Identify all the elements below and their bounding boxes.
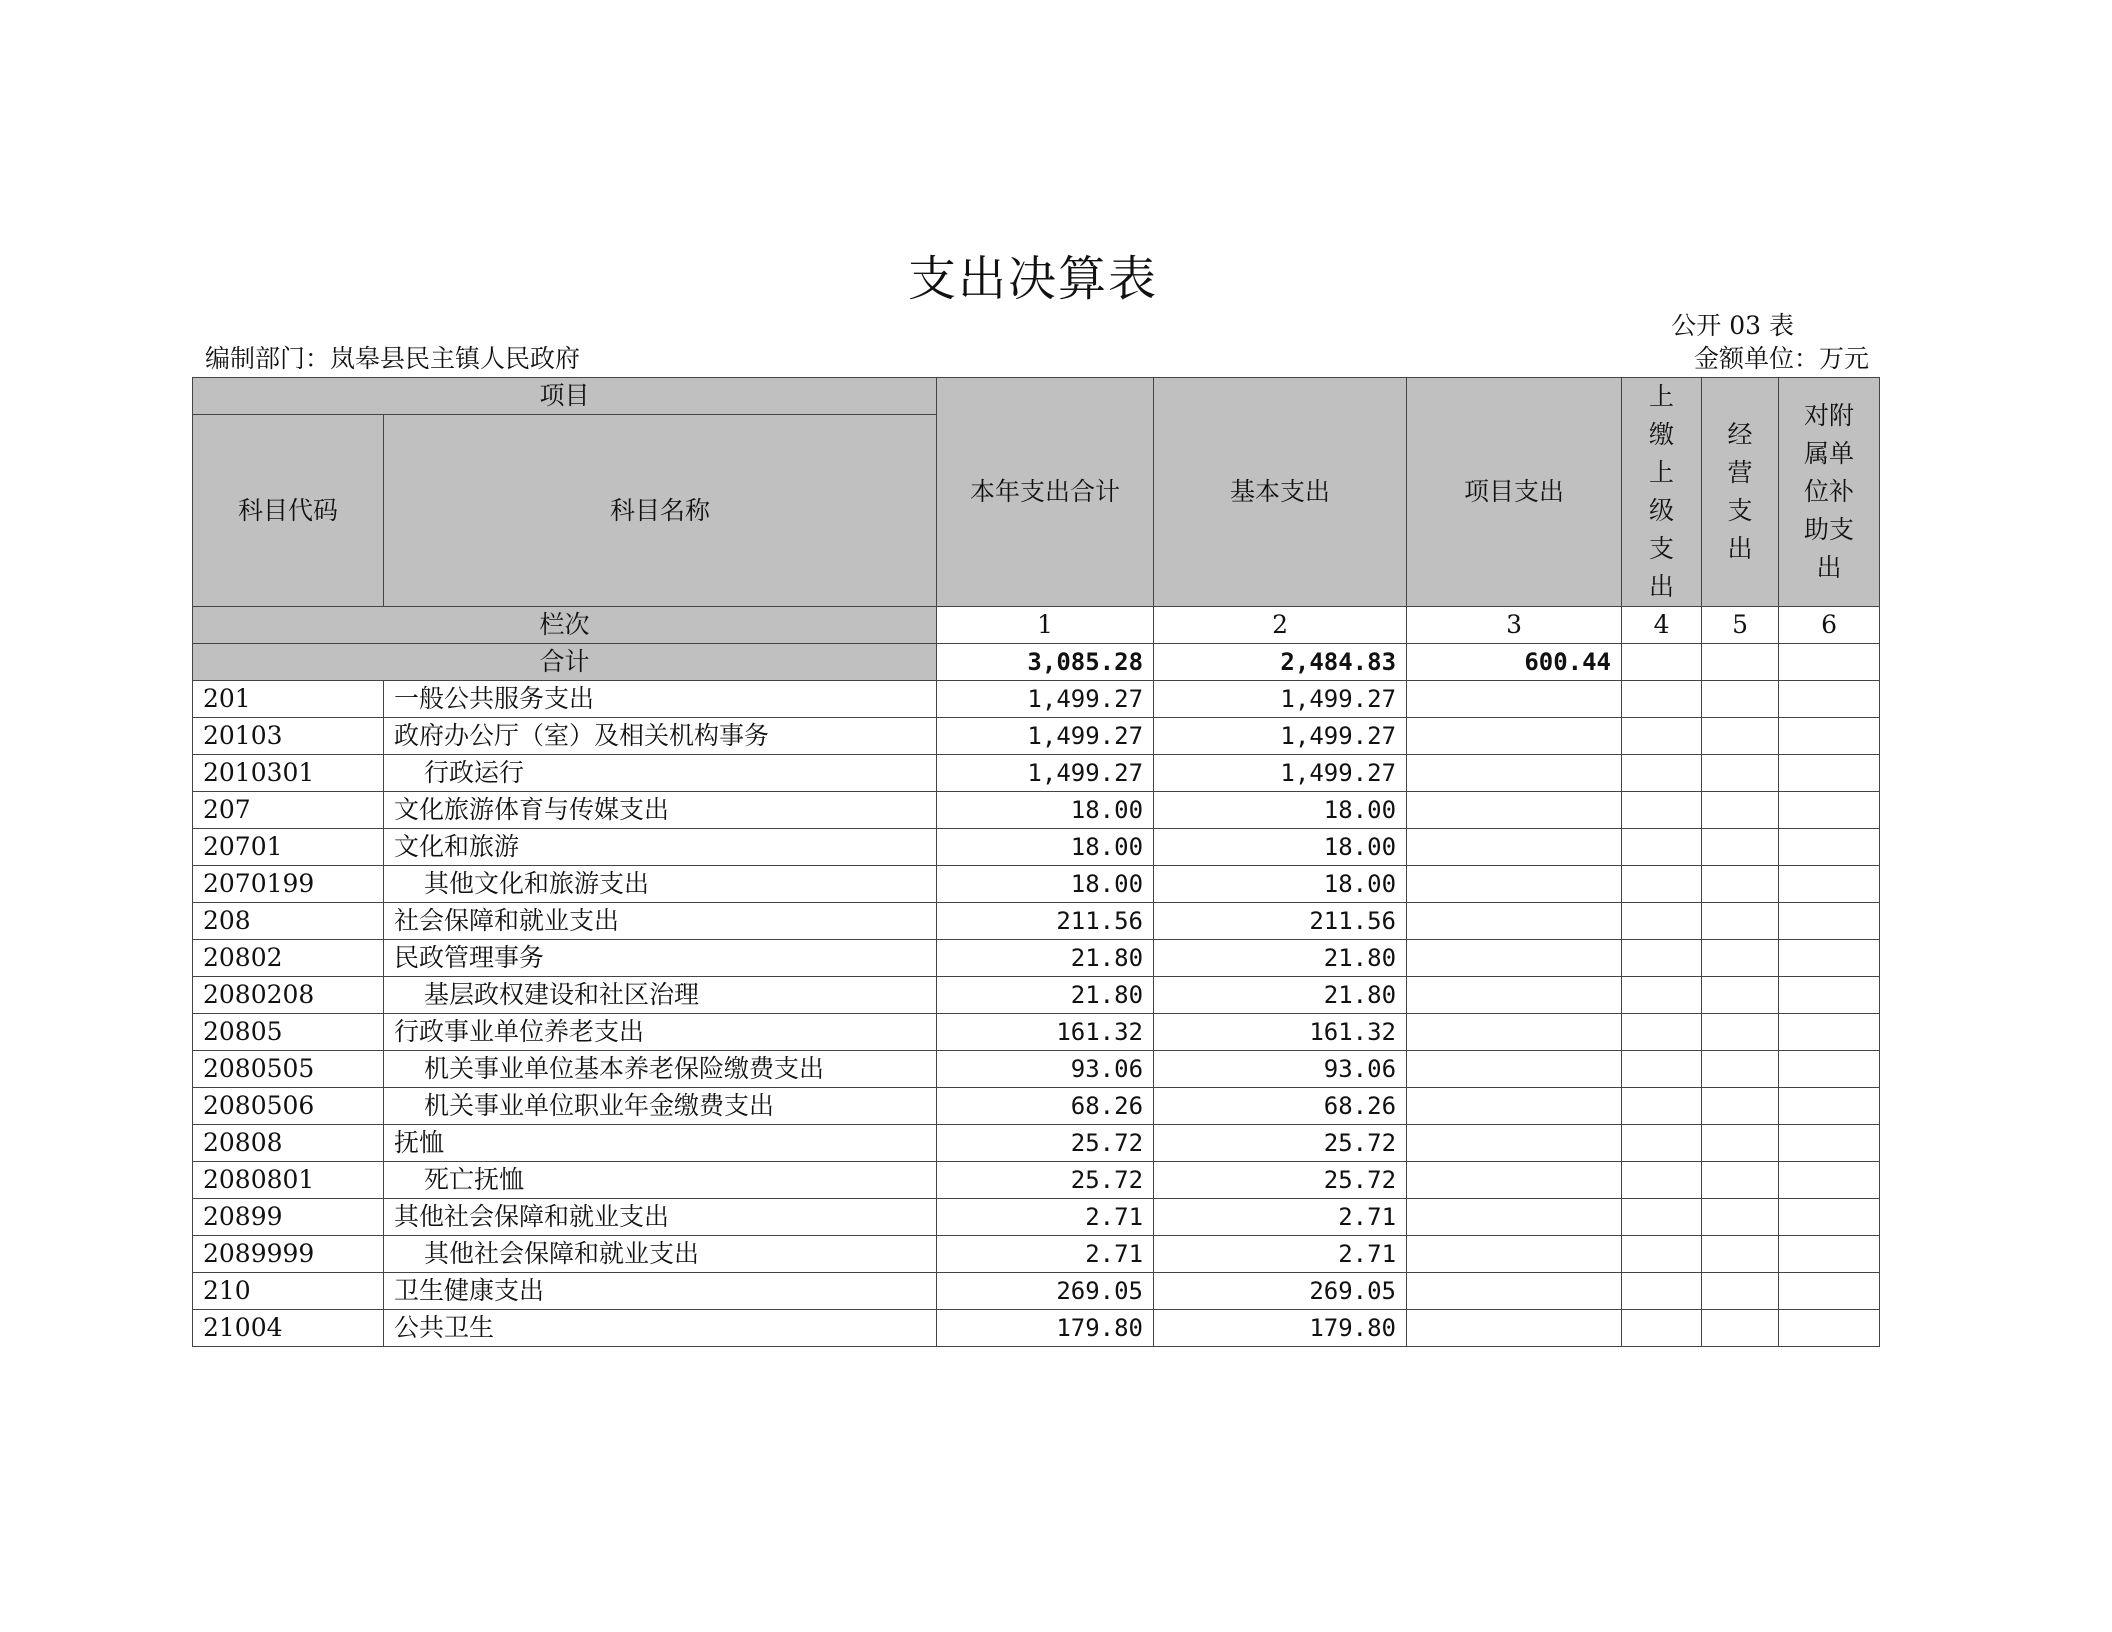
empty-cell	[1779, 977, 1880, 1014]
empty-cell	[1622, 866, 1702, 903]
header-char: 支	[1727, 496, 1753, 525]
account-name: 一般公共服务支出	[384, 681, 937, 718]
total-expenditure-value: 3,085.28	[937, 644, 1154, 681]
project-expenditure-value	[1407, 1051, 1622, 1088]
total-label: 合计	[193, 644, 937, 681]
annual-total-value: 25.72	[937, 1125, 1154, 1162]
project-expenditure-value	[1407, 940, 1622, 977]
total-basic-value: 2,484.83	[1154, 644, 1407, 681]
account-name: 其他文化和旅游支出	[384, 866, 937, 903]
table-row	[193, 1199, 1880, 1236]
amount-unit: 金额单位：万元	[1693, 344, 1869, 373]
empty-cell	[1779, 1051, 1880, 1088]
empty-cell	[1702, 1273, 1779, 1310]
compiling-department: 编制部门：岚皋县民主镇人民政府	[205, 344, 581, 373]
basic-expenditure-value: 211.56	[1154, 903, 1407, 940]
empty-cell	[1622, 1310, 1702, 1347]
account-code: 2080208	[193, 977, 384, 1014]
account-code: 20805	[193, 1014, 384, 1051]
empty-cell	[1702, 792, 1779, 829]
empty-cell	[1779, 903, 1880, 940]
annual-total-value: 25.72	[937, 1162, 1154, 1199]
project-expenditure-value	[1407, 1310, 1622, 1347]
empty-cell	[1622, 755, 1702, 792]
empty-cell	[1779, 940, 1880, 977]
annual-total-value: 211.56	[937, 903, 1154, 940]
header-char: 上	[1649, 382, 1675, 411]
basic-expenditure-value: 25.72	[1154, 1125, 1407, 1162]
empty-cell	[1779, 1125, 1880, 1162]
project-expenditure-value	[1407, 681, 1622, 718]
account-name: 机关事业单位职业年金缴费支出	[384, 1088, 937, 1125]
empty-cell	[1622, 1125, 1702, 1162]
project-expenditure-value	[1407, 1088, 1622, 1125]
basic-expenditure-value: 161.32	[1154, 1014, 1407, 1051]
account-code: 2080801	[193, 1162, 384, 1199]
empty-cell	[1702, 1162, 1779, 1199]
account-code: 20103	[193, 718, 384, 755]
account-name: 民政管理事务	[384, 940, 937, 977]
table-row	[193, 1051, 1880, 1088]
column-number: 5	[1702, 607, 1779, 644]
empty-cell	[1702, 940, 1779, 977]
header-char: 出	[1727, 534, 1753, 563]
project-expenditure-value	[1407, 903, 1622, 940]
empty-cell	[1622, 903, 1702, 940]
header-char: 助支	[1804, 515, 1855, 544]
project-expenditure-value	[1407, 1273, 1622, 1310]
table-row	[193, 1088, 1880, 1125]
account-code: 20808	[193, 1125, 384, 1162]
empty-cell	[1779, 1162, 1880, 1199]
account-name: 行政运行	[384, 755, 937, 792]
project-expenditure-value	[1407, 977, 1622, 1014]
account-name: 公共卫生	[384, 1310, 937, 1347]
basic-expenditure-value: 21.80	[1154, 977, 1407, 1014]
annual-total-value: 2.71	[937, 1199, 1154, 1236]
empty-cell	[1779, 681, 1880, 718]
empty-cell	[1622, 1088, 1702, 1125]
empty-cell	[1622, 1199, 1702, 1236]
column-number: 2	[1154, 607, 1407, 644]
total-project-value: 600.44	[1407, 644, 1622, 681]
account-code: 21004	[193, 1310, 384, 1347]
table-row	[193, 866, 1880, 903]
header-char: 出	[1816, 553, 1842, 582]
header-basic: 基本支出	[1154, 378, 1407, 607]
column-number: 3	[1407, 607, 1622, 644]
header-total: 本年支出合计	[937, 378, 1154, 607]
empty-cell	[1779, 755, 1880, 792]
empty-cell	[1779, 1273, 1880, 1310]
account-code: 2010301	[193, 755, 384, 792]
account-name: 文化旅游体育与传媒支出	[384, 792, 937, 829]
table-row	[193, 1125, 1880, 1162]
basic-expenditure-value: 18.00	[1154, 829, 1407, 866]
empty-cell	[1779, 1014, 1880, 1051]
table-row	[193, 977, 1880, 1014]
header-project: 项目支出	[1407, 378, 1622, 607]
empty-cell	[1622, 977, 1702, 1014]
account-code: 2070199	[193, 866, 384, 903]
empty-cell	[1779, 718, 1880, 755]
empty-cell	[1779, 1199, 1880, 1236]
annual-total-value: 179.80	[937, 1310, 1154, 1347]
header-business	[1702, 378, 1779, 607]
empty-cell	[1702, 903, 1779, 940]
header-char: 经	[1727, 420, 1753, 449]
project-expenditure-value	[1407, 718, 1622, 755]
empty-cell	[1702, 1014, 1779, 1051]
annual-total-value: 93.06	[937, 1051, 1154, 1088]
empty-cell	[1779, 1310, 1880, 1347]
annual-total-value: 1,499.27	[937, 718, 1154, 755]
basic-expenditure-value: 2.71	[1154, 1236, 1407, 1273]
empty-cell	[1622, 1273, 1702, 1310]
empty-cell	[1622, 681, 1702, 718]
basic-expenditure-value: 2.71	[1154, 1199, 1407, 1236]
basic-expenditure-value: 1,499.27	[1154, 681, 1407, 718]
basic-expenditure-value: 1,499.27	[1154, 718, 1407, 755]
table-row	[193, 1236, 1880, 1273]
basic-expenditure-value: 68.26	[1154, 1088, 1407, 1125]
table-row	[193, 829, 1880, 866]
header-char: 属单	[1804, 439, 1855, 468]
project-expenditure-value	[1407, 1162, 1622, 1199]
table-row	[193, 718, 1880, 755]
header-row-1	[193, 378, 1880, 415]
basic-expenditure-value: 179.80	[1154, 1310, 1407, 1347]
header-char: 上	[1649, 458, 1675, 487]
empty-cell	[1779, 866, 1880, 903]
annual-total-value: 18.00	[937, 829, 1154, 866]
project-expenditure-value	[1407, 1236, 1622, 1273]
header-char: 支	[1649, 534, 1675, 563]
column-number-row	[193, 607, 1880, 644]
account-name: 行政事业单位养老支出	[384, 1014, 937, 1051]
header-char: 位补	[1804, 477, 1855, 506]
table-row	[193, 940, 1880, 977]
header-char: 缴	[1649, 420, 1675, 449]
annual-total-value: 68.26	[937, 1088, 1154, 1125]
empty-cell	[1779, 792, 1880, 829]
table-row	[193, 792, 1880, 829]
table-row	[193, 903, 1880, 940]
empty-cell	[1622, 792, 1702, 829]
annual-total-value: 18.00	[937, 866, 1154, 903]
table-row	[193, 681, 1880, 718]
annual-total-value: 1,499.27	[937, 755, 1154, 792]
annual-total-value: 2.71	[937, 1236, 1154, 1273]
account-code: 2080506	[193, 1088, 384, 1125]
header-char: 级	[1649, 496, 1675, 525]
account-name: 社会保障和就业支出	[384, 903, 937, 940]
annual-total-value: 161.32	[937, 1014, 1154, 1051]
empty-cell	[1702, 829, 1779, 866]
account-name: 机关事业单位基本养老保险缴费支出	[384, 1051, 937, 1088]
account-name: 死亡抚恤	[384, 1162, 937, 1199]
total-row	[193, 644, 1880, 681]
project-expenditure-value	[1407, 866, 1622, 903]
empty-cell	[1702, 644, 1779, 681]
column-number: 4	[1622, 607, 1702, 644]
annual-total-value: 18.00	[937, 792, 1154, 829]
empty-cell	[1779, 1088, 1880, 1125]
empty-cell	[1779, 1236, 1880, 1273]
column-number-label: 栏次	[193, 607, 937, 644]
empty-cell	[1622, 829, 1702, 866]
account-code: 20899	[193, 1199, 384, 1236]
empty-cell	[1702, 1310, 1779, 1347]
header-item: 项目	[193, 378, 937, 415]
annual-total-value: 1,499.27	[937, 681, 1154, 718]
project-expenditure-value	[1407, 1199, 1622, 1236]
annual-total-value: 21.80	[937, 940, 1154, 977]
account-code: 2089999	[193, 1236, 384, 1273]
account-name: 政府办公厅（室）及相关机构事务	[384, 718, 937, 755]
empty-cell	[1702, 755, 1779, 792]
account-code: 210	[193, 1273, 384, 1310]
column-number: 1	[937, 607, 1154, 644]
header-char: 营	[1727, 458, 1753, 487]
annual-total-value: 269.05	[937, 1273, 1154, 1310]
empty-cell	[1702, 866, 1779, 903]
empty-cell	[1622, 1236, 1702, 1273]
basic-expenditure-value: 18.00	[1154, 792, 1407, 829]
empty-cell	[1622, 1051, 1702, 1088]
account-name: 其他社会保障和就业支出	[384, 1236, 937, 1273]
project-expenditure-value	[1407, 829, 1622, 866]
header-char: 出	[1649, 572, 1675, 601]
basic-expenditure-value: 269.05	[1154, 1273, 1407, 1310]
empty-cell	[1702, 1088, 1779, 1125]
empty-cell	[1622, 1162, 1702, 1199]
empty-cell	[1779, 644, 1880, 681]
empty-cell	[1622, 718, 1702, 755]
account-code: 207	[193, 792, 384, 829]
basic-expenditure-value: 25.72	[1154, 1162, 1407, 1199]
project-expenditure-value	[1407, 1125, 1622, 1162]
page-title: 支出决算表	[907, 251, 1158, 307]
column-number: 6	[1779, 607, 1880, 644]
empty-cell	[1702, 681, 1779, 718]
table-row	[193, 1273, 1880, 1310]
account-code: 20701	[193, 829, 384, 866]
empty-cell	[1702, 1125, 1779, 1162]
annual-total-value: 21.80	[937, 977, 1154, 1014]
empty-cell	[1702, 1051, 1779, 1088]
header-name: 科目名称	[384, 415, 937, 607]
header-subsidy	[1779, 378, 1880, 607]
account-name: 基层政权建设和社区治理	[384, 977, 937, 1014]
project-expenditure-value	[1407, 792, 1622, 829]
empty-cell	[1702, 977, 1779, 1014]
project-expenditure-value	[1407, 755, 1622, 792]
table-number: 公开 03 表	[1671, 311, 1794, 340]
empty-cell	[1702, 1199, 1779, 1236]
empty-cell	[1622, 644, 1702, 681]
header-char: 对附	[1804, 401, 1855, 430]
account-code: 2080505	[193, 1051, 384, 1088]
basic-expenditure-value: 18.00	[1154, 866, 1407, 903]
account-code: 20802	[193, 940, 384, 977]
empty-cell	[1779, 829, 1880, 866]
account-name: 卫生健康支出	[384, 1273, 937, 1310]
account-code: 201	[193, 681, 384, 718]
basic-expenditure-value: 21.80	[1154, 940, 1407, 977]
account-name: 文化和旅游	[384, 829, 937, 866]
table-row	[193, 1162, 1880, 1199]
empty-cell	[1702, 718, 1779, 755]
empty-cell	[1622, 940, 1702, 977]
basic-expenditure-value: 93.06	[1154, 1051, 1407, 1088]
table-row	[193, 755, 1880, 792]
account-name: 其他社会保障和就业支出	[384, 1199, 937, 1236]
account-name: 抚恤	[384, 1125, 937, 1162]
header-upper-remit	[1622, 378, 1702, 607]
empty-cell	[1702, 1236, 1779, 1273]
table-row	[193, 1310, 1880, 1347]
expenditure-table	[192, 377, 1880, 1347]
project-expenditure-value	[1407, 1014, 1622, 1051]
account-code: 208	[193, 903, 384, 940]
header-code: 科目代码	[193, 415, 384, 607]
empty-cell	[1622, 1014, 1702, 1051]
basic-expenditure-value: 1,499.27	[1154, 755, 1407, 792]
table-row	[193, 1014, 1880, 1051]
